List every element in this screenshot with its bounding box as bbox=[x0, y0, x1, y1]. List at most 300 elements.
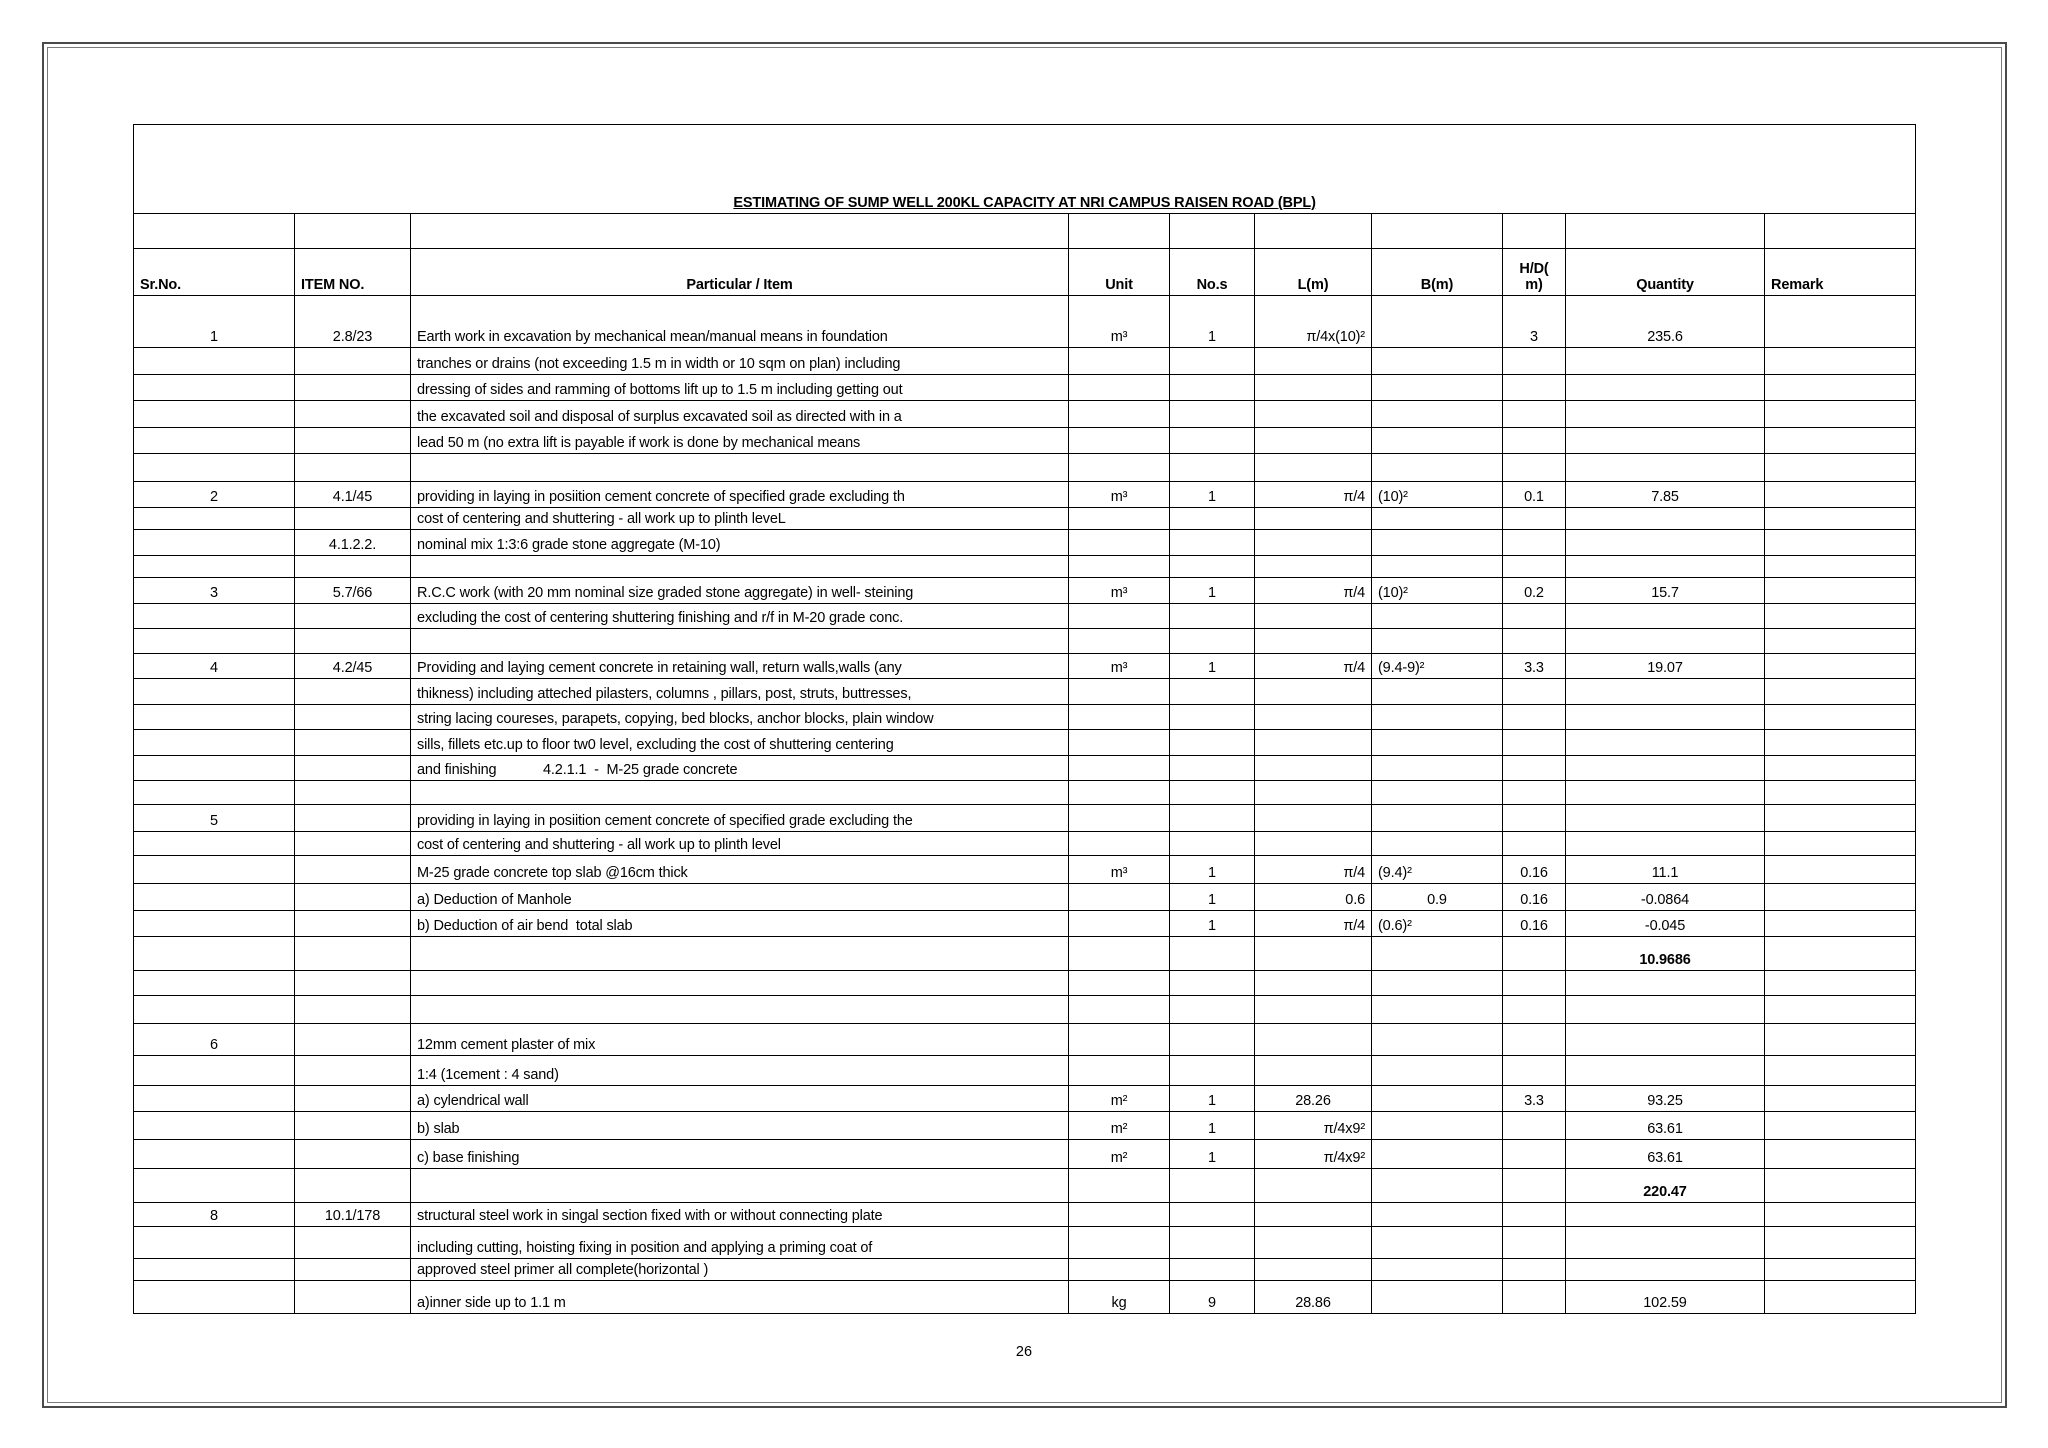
cell-empty bbox=[1566, 971, 1765, 996]
header-row bbox=[134, 249, 1916, 296]
cell-empty bbox=[1170, 556, 1255, 578]
cell-empty bbox=[1765, 705, 1916, 730]
table-row bbox=[134, 1112, 1916, 1140]
cell-hd: 0.16 bbox=[1503, 884, 1566, 911]
cell-particular: 1:4 (1cement : 4 sand) bbox=[411, 1056, 1069, 1086]
cell-empty bbox=[1372, 375, 1503, 401]
document-title-text: ESTIMATING OF SUMP WELL 200KL CAPACITY AT NRI CAMPUS RAISEN ROAD (BPL) bbox=[733, 195, 1316, 211]
cell-empty bbox=[1372, 556, 1503, 578]
cell-empty bbox=[1069, 428, 1170, 454]
cell-empty bbox=[1765, 1227, 1916, 1259]
cell-particular: Earth work in excavation by mechanical mean/manual means in foundation bbox=[411, 296, 1069, 348]
cell-empty bbox=[1069, 756, 1170, 781]
cell-empty bbox=[1765, 629, 1916, 654]
cell-empty bbox=[1765, 756, 1916, 781]
cell-nos: 9 bbox=[1170, 1281, 1255, 1314]
cell-l: π/4 bbox=[1255, 578, 1372, 604]
cell-empty bbox=[1503, 832, 1566, 856]
table-row bbox=[134, 756, 1916, 781]
cell-particular: excluding the cost of centering shuttering finishing and r/f in M-20 grade conc. bbox=[411, 604, 1069, 629]
cell-empty bbox=[1372, 730, 1503, 756]
cell-particular: M-25 grade concrete top slab @16cm thick bbox=[411, 856, 1069, 884]
cell-particular: dressing of sides and ramming of bottoms lift up to 1.5 m including getting out bbox=[411, 375, 1069, 401]
cell-item: 5.7/66 bbox=[295, 578, 411, 604]
cell-empty bbox=[134, 937, 295, 971]
cell-empty bbox=[134, 1281, 295, 1314]
cell-empty bbox=[1765, 996, 1916, 1024]
cell-empty bbox=[1255, 348, 1372, 375]
cell-empty bbox=[295, 629, 411, 654]
cell-empty bbox=[1765, 556, 1916, 578]
cell-empty bbox=[1765, 1086, 1916, 1112]
cell-nos: 1 bbox=[1170, 1112, 1255, 1140]
cell-empty bbox=[295, 348, 411, 375]
cell-empty bbox=[1372, 1227, 1503, 1259]
cell-item: 4.1.2.2. bbox=[295, 530, 411, 556]
cell-empty bbox=[1765, 654, 1916, 679]
cell-empty bbox=[134, 401, 295, 428]
cell-empty bbox=[295, 805, 411, 832]
cell-unit: m² bbox=[1069, 1112, 1170, 1140]
cell-empty bbox=[411, 1169, 1069, 1203]
cell-particular: cost of centering and shuttering - all work up to plinth leveL bbox=[411, 508, 1069, 530]
cell-empty bbox=[1566, 730, 1765, 756]
cell-qty: -0.045 bbox=[1566, 911, 1765, 937]
cell-empty bbox=[1069, 454, 1170, 482]
cell-particular: R.C.C work (with 20 mm nominal size graded stone aggregate) in well- steining bbox=[411, 578, 1069, 604]
cell-empty bbox=[1566, 629, 1765, 654]
estimate-table bbox=[133, 124, 1916, 1314]
table-row bbox=[134, 508, 1916, 530]
cell-empty bbox=[1765, 604, 1916, 629]
cell-empty bbox=[1372, 214, 1503, 249]
cell-empty bbox=[1069, 1259, 1170, 1281]
cell-empty bbox=[295, 428, 411, 454]
cell-empty bbox=[1503, 1024, 1566, 1056]
cell-item: 10.1/178 bbox=[295, 1203, 411, 1227]
cell-empty bbox=[1255, 556, 1372, 578]
cell-unit: m³ bbox=[1069, 296, 1170, 348]
cell-empty bbox=[1170, 348, 1255, 375]
cell-qty: 102.59 bbox=[1566, 1281, 1765, 1314]
cell-empty bbox=[1503, 730, 1566, 756]
cell-empty bbox=[1503, 428, 1566, 454]
cell-particular: b) slab bbox=[411, 1112, 1069, 1140]
cell-empty bbox=[295, 1024, 411, 1056]
header-sr: Sr.No. bbox=[134, 249, 295, 296]
cell-sr: 5 bbox=[134, 805, 295, 832]
cell-empty bbox=[295, 604, 411, 629]
cell-empty bbox=[1255, 679, 1372, 705]
cell-unit: kg bbox=[1069, 1281, 1170, 1314]
cell-empty bbox=[134, 781, 295, 805]
cell-empty bbox=[1566, 604, 1765, 629]
cell-empty bbox=[1255, 1169, 1372, 1203]
cell-empty bbox=[1069, 1227, 1170, 1259]
cell-qty: 235.6 bbox=[1566, 296, 1765, 348]
cell-empty bbox=[1503, 937, 1566, 971]
cell-particular: thikness) including atteched pilasters, columns , pillars, post, struts, buttresses, bbox=[411, 679, 1069, 705]
cell-empty bbox=[1255, 214, 1372, 249]
blank-row bbox=[134, 629, 1916, 654]
table-row bbox=[134, 832, 1916, 856]
cell-empty bbox=[1566, 401, 1765, 428]
cell-empty bbox=[1503, 756, 1566, 781]
cell-empty bbox=[1503, 629, 1566, 654]
cell-empty bbox=[295, 971, 411, 996]
cell-empty bbox=[1372, 428, 1503, 454]
cell-b: (10)² bbox=[1372, 578, 1503, 604]
cell-empty bbox=[1372, 1169, 1503, 1203]
cell-empty bbox=[1372, 348, 1503, 375]
cell-qty: 63.61 bbox=[1566, 1112, 1765, 1140]
cell-empty bbox=[1170, 705, 1255, 730]
cell-hd: 0.16 bbox=[1503, 856, 1566, 884]
cell-empty bbox=[1765, 730, 1916, 756]
cell-empty bbox=[1069, 1056, 1170, 1086]
cell-empty bbox=[1170, 937, 1255, 971]
cell-hd: 3.3 bbox=[1503, 1086, 1566, 1112]
cell-nos: 1 bbox=[1170, 884, 1255, 911]
table-row bbox=[134, 911, 1916, 937]
cell-empty bbox=[1069, 375, 1170, 401]
cell-empty bbox=[134, 996, 295, 1024]
cell-empty bbox=[1566, 996, 1765, 1024]
cell-empty bbox=[134, 971, 295, 996]
cell-empty bbox=[1765, 781, 1916, 805]
cell-hd: 3.3 bbox=[1503, 654, 1566, 679]
cell-particular: including cutting, hoisting fixing in position and applying a priming coat of bbox=[411, 1227, 1069, 1259]
cell-empty bbox=[1372, 629, 1503, 654]
cell-hd: 3 bbox=[1503, 296, 1566, 348]
table-row bbox=[134, 805, 1916, 832]
cell-empty bbox=[1372, 937, 1503, 971]
cell-empty bbox=[1503, 1227, 1566, 1259]
cell-empty bbox=[134, 428, 295, 454]
cell-empty bbox=[1255, 604, 1372, 629]
cell-sr: 4 bbox=[134, 654, 295, 679]
cell-sr: 8 bbox=[134, 1203, 295, 1227]
header-breadth: B(m) bbox=[1372, 249, 1503, 296]
cell-empty bbox=[295, 1281, 411, 1314]
cell-empty bbox=[295, 856, 411, 884]
cell-empty bbox=[1566, 1024, 1765, 1056]
cell-empty bbox=[134, 705, 295, 730]
cell-empty bbox=[1170, 629, 1255, 654]
cell-particular: a) Deduction of Manhole bbox=[411, 884, 1069, 911]
cell-nos: 1 bbox=[1170, 578, 1255, 604]
blank-row bbox=[134, 454, 1916, 482]
table-row bbox=[134, 1024, 1916, 1056]
cell-empty bbox=[1255, 1203, 1372, 1227]
cell-empty bbox=[1372, 781, 1503, 805]
cell-empty bbox=[1069, 1024, 1170, 1056]
cell-qty: 63.61 bbox=[1566, 1140, 1765, 1169]
cell-empty bbox=[1765, 375, 1916, 401]
cell-particular: providing in laying in posiition cement concrete of specified grade excluding th bbox=[411, 482, 1069, 508]
cell-empty bbox=[1566, 756, 1765, 781]
cell-empty bbox=[134, 1227, 295, 1259]
table-row bbox=[134, 482, 1916, 508]
cell-empty bbox=[1255, 428, 1372, 454]
cell-particular: b) Deduction of air bend total slab bbox=[411, 911, 1069, 937]
cell-item: 2.8/23 bbox=[295, 296, 411, 348]
cell-empty bbox=[295, 401, 411, 428]
cell-empty bbox=[134, 1169, 295, 1203]
cell-empty bbox=[1503, 454, 1566, 482]
cell-empty bbox=[1566, 375, 1765, 401]
cell-empty bbox=[1069, 1169, 1170, 1203]
cell-empty bbox=[1170, 1203, 1255, 1227]
table-row bbox=[134, 1169, 1916, 1203]
cell-empty bbox=[1069, 508, 1170, 530]
cell-empty bbox=[1170, 679, 1255, 705]
cell-qty: 19.07 bbox=[1566, 654, 1765, 679]
cell-empty bbox=[134, 911, 295, 937]
cell-empty bbox=[1503, 1112, 1566, 1140]
cell-empty bbox=[134, 730, 295, 756]
cell-empty bbox=[1255, 832, 1372, 856]
cell-empty bbox=[134, 604, 295, 629]
cell-qty: 11.1 bbox=[1566, 856, 1765, 884]
cell-empty bbox=[1765, 937, 1916, 971]
cell-empty bbox=[1372, 454, 1503, 482]
cell-empty bbox=[1255, 996, 1372, 1024]
cell-l: 28.26 bbox=[1255, 1086, 1372, 1112]
cell-sr: 2 bbox=[134, 482, 295, 508]
cell-empty bbox=[1566, 214, 1765, 249]
cell-empty bbox=[1372, 401, 1503, 428]
cell-empty bbox=[134, 1112, 295, 1140]
cell-empty bbox=[1765, 348, 1916, 375]
cell-particular: string lacing coureses, parapets, copying, bed blocks, anchor blocks, plain window bbox=[411, 705, 1069, 730]
cell-empty bbox=[1566, 1203, 1765, 1227]
cell-empty bbox=[1170, 781, 1255, 805]
cell-empty bbox=[1765, 884, 1916, 911]
cell-empty bbox=[1170, 1227, 1255, 1259]
cell-empty bbox=[1503, 1140, 1566, 1169]
table-row bbox=[134, 296, 1916, 348]
cell-empty bbox=[1765, 1203, 1916, 1227]
cell-particular: nominal mix 1:3:6 grade stone aggregate (M-10) bbox=[411, 530, 1069, 556]
cell-empty bbox=[1255, 401, 1372, 428]
table-row bbox=[134, 401, 1916, 428]
table-row bbox=[134, 1227, 1916, 1259]
cell-item: 4.2/45 bbox=[295, 654, 411, 679]
cell-empty bbox=[1255, 508, 1372, 530]
cell-empty bbox=[1069, 996, 1170, 1024]
blank-row bbox=[134, 556, 1916, 578]
cell-empty bbox=[1255, 756, 1372, 781]
cell-empty bbox=[411, 781, 1069, 805]
cell-qty: -0.0864 bbox=[1566, 884, 1765, 911]
cell-empty bbox=[134, 454, 295, 482]
cell-empty bbox=[1503, 604, 1566, 629]
cell-nos: 1 bbox=[1170, 482, 1255, 508]
cell-particular: tranches or drains (not exceeding 1.5 m in width or 10 sqm on plan) including bbox=[411, 348, 1069, 375]
cell-empty bbox=[1170, 401, 1255, 428]
table-row bbox=[134, 1203, 1916, 1227]
header-unit: Unit bbox=[1069, 249, 1170, 296]
cell-empty bbox=[1069, 401, 1170, 428]
cell-empty bbox=[1503, 556, 1566, 578]
cell-empty bbox=[1372, 508, 1503, 530]
cell-empty bbox=[1503, 508, 1566, 530]
cell-empty bbox=[1503, 214, 1566, 249]
cell-empty bbox=[295, 832, 411, 856]
cell-empty bbox=[1170, 832, 1255, 856]
cell-empty bbox=[1765, 832, 1916, 856]
cell-empty bbox=[1503, 679, 1566, 705]
cell-nos: 1 bbox=[1170, 296, 1255, 348]
cell-empty bbox=[295, 1086, 411, 1112]
cell-unit: m³ bbox=[1069, 856, 1170, 884]
cell-empty bbox=[1765, 530, 1916, 556]
cell-empty bbox=[134, 530, 295, 556]
table-row bbox=[134, 1086, 1916, 1112]
cell-empty bbox=[1069, 832, 1170, 856]
cell-empty bbox=[1069, 629, 1170, 654]
cell-empty bbox=[295, 884, 411, 911]
cell-empty bbox=[1255, 454, 1372, 482]
cell-empty bbox=[1503, 1281, 1566, 1314]
cell-empty bbox=[1566, 508, 1765, 530]
cell-empty bbox=[1255, 530, 1372, 556]
cell-empty bbox=[134, 348, 295, 375]
cell-empty bbox=[1372, 805, 1503, 832]
cell-empty bbox=[1170, 805, 1255, 832]
cell-empty bbox=[1765, 911, 1916, 937]
cell-empty bbox=[1566, 705, 1765, 730]
cell-empty bbox=[134, 1086, 295, 1112]
cell-empty bbox=[1765, 1024, 1916, 1056]
cell-empty bbox=[1372, 530, 1503, 556]
cell-empty bbox=[1372, 1203, 1503, 1227]
table-row bbox=[134, 1056, 1916, 1086]
table-row bbox=[134, 730, 1916, 756]
cell-empty bbox=[1765, 1281, 1916, 1314]
header-remark: Remark bbox=[1765, 249, 1916, 296]
blank-row bbox=[134, 996, 1916, 1024]
cell-particular: providing in laying in posiition cement concrete of specified grade excluding the bbox=[411, 805, 1069, 832]
cell-empty bbox=[411, 996, 1069, 1024]
cell-empty bbox=[295, 1056, 411, 1086]
cell-nos: 1 bbox=[1170, 856, 1255, 884]
cell-nos: 1 bbox=[1170, 1086, 1255, 1112]
cell-empty bbox=[1372, 756, 1503, 781]
cell-empty bbox=[1765, 1112, 1916, 1140]
header-length: L(m) bbox=[1255, 249, 1372, 296]
cell-empty bbox=[1255, 1056, 1372, 1086]
cell-sr: 3 bbox=[134, 578, 295, 604]
cell-empty bbox=[1170, 1259, 1255, 1281]
cell-empty bbox=[1170, 508, 1255, 530]
cell-b: (9.4)² bbox=[1372, 856, 1503, 884]
cell-empty bbox=[1372, 996, 1503, 1024]
cell-empty bbox=[1255, 1024, 1372, 1056]
cell-empty bbox=[1069, 679, 1170, 705]
page-number: 26 bbox=[1015, 1344, 1033, 1360]
cell-particular: structural steel work in singal section fixed with or without connecting plate bbox=[411, 1203, 1069, 1227]
table-row bbox=[134, 1281, 1916, 1314]
cell-empty bbox=[1255, 375, 1372, 401]
cell-empty bbox=[134, 214, 295, 249]
cell-empty bbox=[1503, 1056, 1566, 1086]
cell-empty bbox=[1765, 1259, 1916, 1281]
cell-l: π/4 bbox=[1255, 482, 1372, 508]
cell-l: π/4 bbox=[1255, 911, 1372, 937]
cell-empty bbox=[1503, 781, 1566, 805]
cell-empty bbox=[1170, 756, 1255, 781]
cell-empty bbox=[1765, 856, 1916, 884]
cell-empty bbox=[1372, 604, 1503, 629]
cell-nos: 1 bbox=[1170, 911, 1255, 937]
cell-empty bbox=[1069, 348, 1170, 375]
cell-empty bbox=[1566, 1056, 1765, 1086]
cell-empty bbox=[1069, 805, 1170, 832]
cell-nos: 1 bbox=[1170, 1140, 1255, 1169]
cell-l: 0.6 bbox=[1255, 884, 1372, 911]
header-particular: Particular / Item bbox=[411, 249, 1069, 296]
cell-empty bbox=[1255, 629, 1372, 654]
cell-empty bbox=[411, 629, 1069, 654]
cell-unit: m³ bbox=[1069, 482, 1170, 508]
cell-empty bbox=[1503, 705, 1566, 730]
cell-empty bbox=[1765, 214, 1916, 249]
header-quantity: Quantity bbox=[1566, 249, 1765, 296]
cell-empty bbox=[1170, 730, 1255, 756]
cell-empty bbox=[411, 556, 1069, 578]
cell-b: (9.4-9)² bbox=[1372, 654, 1503, 679]
cell-b: (10)² bbox=[1372, 482, 1503, 508]
cell-empty bbox=[1765, 1140, 1916, 1169]
cell-empty bbox=[1503, 805, 1566, 832]
cell-empty bbox=[1765, 578, 1916, 604]
header-height-dia: H/D( m) bbox=[1503, 249, 1566, 296]
cell-empty bbox=[295, 375, 411, 401]
cell-empty bbox=[1503, 1203, 1566, 1227]
cell-nos: 1 bbox=[1170, 654, 1255, 679]
cell-empty bbox=[1503, 1259, 1566, 1281]
cell-particular: a) cylendrical wall bbox=[411, 1086, 1069, 1112]
cell-hd: 0.2 bbox=[1503, 578, 1566, 604]
cell-empty bbox=[134, 756, 295, 781]
cell-empty bbox=[295, 911, 411, 937]
cell-empty bbox=[1372, 832, 1503, 856]
cell-item: 4.1/45 bbox=[295, 482, 411, 508]
cell-empty bbox=[1170, 454, 1255, 482]
cell-empty bbox=[134, 1259, 295, 1281]
cell-empty bbox=[1069, 604, 1170, 629]
cell-empty bbox=[1503, 375, 1566, 401]
cell-l: π/4 bbox=[1255, 654, 1372, 679]
cell-particular: 12mm cement plaster of mix bbox=[411, 1024, 1069, 1056]
cell-unit: m² bbox=[1069, 1086, 1170, 1112]
header-nos: No.s bbox=[1170, 249, 1255, 296]
cell-empty bbox=[1566, 679, 1765, 705]
cell-empty bbox=[1765, 482, 1916, 508]
title-row bbox=[134, 125, 1916, 214]
cell-particular: a)inner side up to 1.1 m bbox=[411, 1281, 1069, 1314]
cell-empty bbox=[1170, 971, 1255, 996]
cell-empty bbox=[1503, 971, 1566, 996]
cell-empty bbox=[1255, 705, 1372, 730]
cell-empty bbox=[1566, 454, 1765, 482]
cell-empty bbox=[134, 856, 295, 884]
cell-empty bbox=[1765, 805, 1916, 832]
cell-empty bbox=[1566, 556, 1765, 578]
cell-empty bbox=[411, 937, 1069, 971]
